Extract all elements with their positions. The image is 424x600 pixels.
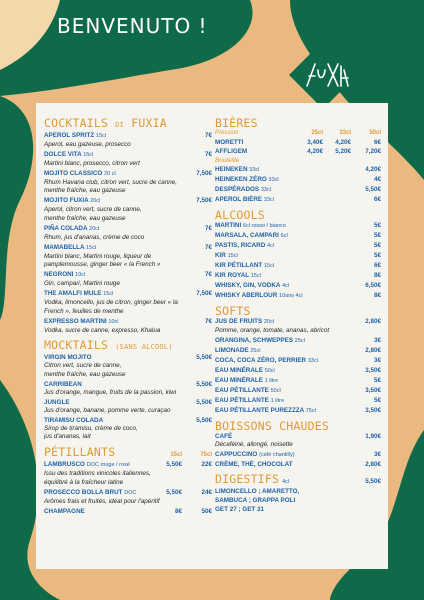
item-name: EAU PÉTILLANTE 1 litre: [215, 396, 285, 404]
item-volume: 1 litre: [270, 397, 285, 404]
section-title-softs: SOFTS: [215, 304, 251, 318]
menu-item: [215, 450, 381, 460]
digestifs-volume: 4cl: [282, 478, 290, 485]
item-price: 5€: [373, 242, 381, 249]
item-price: 3€: [373, 336, 381, 344]
menu-item: [44, 488, 212, 498]
item-name: CAPPUCCINO (café chantilly): [215, 450, 295, 458]
menu-item: [215, 366, 381, 376]
item-price: 8€: [373, 272, 381, 279]
item-volume: 1 litre: [264, 377, 279, 384]
item-volume: 25cl: [250, 347, 261, 354]
item-description: Gin, campari, Martini rouge: [44, 280, 120, 288]
menu-item: [215, 432, 381, 441]
item-volume: 4cl: [267, 243, 275, 249]
item-description: Aperol, eau gazeuse, prosecco: [44, 141, 131, 148]
item-volume: 33cl: [249, 167, 260, 173]
item-name: KIR PÉTILLANT 15cl: [215, 262, 275, 269]
item-volume: 50cl: [270, 387, 281, 394]
item-price: 3€: [373, 356, 381, 364]
item-price: 7€: [204, 132, 212, 139]
item-name: EAU PÉTILLANTE PUREZZZA 75cl: [215, 406, 316, 414]
item-name: NEGRONI 10cl: [44, 271, 86, 279]
right-column: [215, 117, 381, 514]
item-price: 6,50€: [365, 282, 381, 289]
item-name: APEROL SPRITZ 15cl: [44, 132, 107, 139]
item-name: MOJITO FUXIA 20cl: [44, 197, 101, 205]
item-volume: 50cl: [264, 367, 275, 374]
item-name: EAU MINÉRALE 1 litre: [215, 376, 279, 384]
item-price: 2,80€: [365, 460, 381, 468]
menu-item: [44, 289, 212, 299]
item-price-15cl: 5,50€: [166, 488, 182, 496]
item-volume: 33cl: [268, 177, 279, 183]
item-name: JUNGLE: [44, 398, 70, 406]
item-price: 5,50€: [196, 354, 212, 362]
page-greeting: BENVENUTO !: [57, 14, 208, 38]
beer-col-25cl: 25cl: [311, 130, 323, 136]
item-volume: 10ans 4cl: [279, 293, 303, 299]
menu-item: [44, 150, 212, 160]
digestifs-header: [215, 473, 381, 487]
item-name: CRÈME, THÉ, CHOCOLAT: [215, 460, 293, 468]
item-name: EAU MINÉRALE 50cl: [215, 366, 275, 374]
menu-item: [44, 460, 212, 470]
pression-header: [215, 129, 381, 138]
item-volume: 15cl: [250, 273, 261, 279]
menu-item: [44, 270, 212, 280]
item-description: menthe fraîche, eau gazeuse: [44, 371, 126, 379]
item-volume: 6cl: [280, 233, 288, 239]
menu-item: [44, 131, 212, 141]
item-description: Vodka, sucre de canne, expresso, Khalua: [44, 326, 161, 334]
menu-item: [215, 291, 381, 301]
menu-item: [215, 271, 381, 281]
digestif-line: [215, 496, 381, 505]
item-description: Pomme, orange, tomate, ananas, abricot: [215, 327, 330, 334]
menu-item: [44, 169, 212, 179]
item-price: 5€: [373, 232, 381, 239]
item-price: 5,50€: [196, 380, 212, 388]
item-description: jus d'ananas, lait: [44, 433, 91, 441]
menu-item: [215, 195, 381, 205]
item-name: TIRAMISU COLADA: [44, 416, 104, 424]
menu-item: [215, 185, 381, 195]
item-price: 3,50€: [365, 366, 381, 374]
menu-item: [215, 336, 381, 346]
mocktails-list: [44, 353, 212, 442]
item-name: AFFLIGEM: [215, 148, 248, 155]
menu-item: [215, 386, 381, 396]
menu-item: [44, 507, 212, 516]
item-price: 5,50€: [196, 398, 212, 406]
item-description: Citron vert, sucre de canne,: [44, 362, 122, 370]
item-description: Sirop de tiramisu, crème de coco,: [44, 424, 138, 432]
item-volume: DOC rouge / rosé: [86, 462, 130, 469]
item-description: Rhum, jus d'ananas, crème de coco: [44, 233, 145, 241]
pression-list: [215, 138, 381, 156]
petillants-col-15cl: 15cl: [170, 452, 182, 459]
item-name: MOJITO CLASSICO 20 cl: [44, 169, 116, 177]
item-price-15cl: 8€: [174, 507, 182, 515]
item-volume: 15cl: [227, 253, 238, 259]
item-description: Aperol, citron vert, sucre de canne,: [44, 206, 142, 214]
item-price: 7€: [204, 224, 212, 232]
item-volume: 75cl: [305, 407, 316, 414]
item-volume: 20cl: [89, 225, 100, 232]
item-price: 7€: [204, 317, 212, 325]
item-description: Décaféiné, allongé, noisette: [215, 440, 293, 448]
bouteille-label: Bouteille: [215, 157, 240, 164]
item-volume: 6cl rosso / bianco: [242, 223, 286, 229]
item-volume: 33cl: [260, 187, 271, 193]
section-title-alcools: ALCOOLS: [215, 208, 265, 222]
menu-item: [215, 251, 381, 261]
digestif-line: [215, 487, 381, 496]
item-description: Jus d'orange, banane, pomme verte, curaçao: [44, 406, 171, 414]
item-name: HEINEKEN ZÉRO 33cl: [215, 176, 279, 183]
menu-item: [215, 221, 381, 231]
menu-item: [215, 396, 381, 406]
item-price-75cl: 22€: [201, 461, 212, 469]
menu-item: [215, 346, 381, 356]
menu-item: [215, 406, 381, 416]
item-description: Jus d'orange, mangue, fruits de la passion, kiwi: [44, 388, 177, 396]
item-price-15cl: 5,50€: [166, 461, 182, 469]
item-description: French », feuilles de menthe: [44, 307, 124, 315]
item-volume: 20cl: [90, 198, 101, 205]
item-name: HEINEKEN 33cl: [215, 166, 260, 173]
item-price: 3,50€: [365, 386, 381, 394]
item-description: équilibré à la fraîcheur latine: [44, 478, 124, 486]
item-price-75cl: 50€: [201, 507, 212, 515]
item-name: VIRGIN MOJITO: [44, 354, 92, 362]
left-column: [44, 117, 212, 516]
boissons-chaudes-list: [215, 432, 381, 469]
item-volume: (café chantilly): [259, 451, 295, 458]
item-name: COCA, COCA ZÉRO, PERRIER 33cl: [215, 356, 318, 364]
menu-item: [215, 317, 381, 327]
item-price: 4,20€: [307, 148, 323, 155]
alcools-list: [215, 221, 381, 301]
item-volume: 15cl: [86, 244, 97, 251]
menu-item: [44, 196, 212, 206]
item-price: 5€: [373, 252, 381, 259]
item-volume: 15cl: [263, 263, 275, 269]
item-price: 2,80€: [365, 346, 381, 354]
menu-item: [215, 356, 381, 366]
item-price: 5,20€: [335, 148, 351, 155]
section-title-cocktails: COCKTAILS DI FUXIA: [44, 116, 167, 130]
item-price: 6€: [373, 196, 381, 203]
menu-item: [44, 353, 212, 362]
item-volume: 20cl: [263, 319, 275, 325]
item-price: 4,20€: [335, 139, 351, 146]
item-price: 6€: [373, 139, 381, 146]
item-volume: DOC: [124, 489, 137, 496]
item-name: GET 27 ; GET 31: [215, 505, 264, 513]
menu-item: [44, 398, 212, 407]
item-name: MORETTI: [215, 139, 244, 146]
section-title-boissons-chaudes: BOISSONS CHAUDES: [215, 418, 329, 433]
item-volume: 15cl: [83, 151, 94, 158]
item-price: 3,50€: [365, 406, 381, 414]
menu-item: [44, 224, 212, 234]
item-description: Martini blanc, prosecco, citron vert: [44, 159, 140, 167]
digestif-line: [215, 505, 381, 514]
item-price: 5€: [373, 222, 381, 229]
item-description: Rhum Havana club, citron vert, sucre de canne,: [44, 178, 178, 186]
item-price: 6€: [373, 262, 381, 269]
item-name: PIÑA COLADA 20cl: [44, 224, 100, 232]
item-name: LIMONADE 25cl: [215, 346, 261, 354]
item-name: DOLCE VITA 15cl: [44, 150, 94, 158]
item-price: 7,50€: [196, 197, 212, 205]
item-name: LIMONCELLO ; AMARETTO,: [215, 487, 300, 495]
item-name: MARSALA, CAMPARI 6cl: [215, 232, 288, 239]
menu-item: [215, 147, 381, 156]
item-volume: 15cl: [103, 290, 114, 297]
item-volume: 4cl: [281, 283, 289, 289]
item-name: EXPRESSO MARTINI 10cl: [44, 317, 119, 325]
petillants-col-75cl: 75cl: [200, 452, 212, 459]
item-price: 5€: [373, 396, 381, 404]
section-title-mocktails: MOCKTAILS (SANS ALCOOL): [44, 338, 173, 353]
section-title-digestifs: DIGESTIFS: [215, 471, 280, 486]
pression-label: Pression: [215, 130, 239, 136]
item-volume: 33cl: [307, 357, 318, 364]
menu-item: [44, 380, 212, 389]
menu-item: [44, 416, 212, 425]
item-volume: 25cl: [294, 337, 305, 344]
item-description: Issu des traditions vinicoles italiennes,: [44, 470, 151, 478]
item-description: menthe fraîche, eau gazeuse: [44, 187, 126, 195]
item-name: PROSECCO BOLLA BRUT DOC: [44, 488, 137, 496]
menu-item: [215, 241, 381, 251]
item-name: KIR ROYAL 15cl: [215, 272, 261, 279]
menu-item: [215, 231, 381, 241]
menu-item: [215, 281, 381, 291]
cocktails-list: [44, 131, 212, 335]
menu-item: [44, 243, 212, 253]
petillants-list: [44, 460, 212, 515]
item-price: 7,20€: [365, 148, 381, 155]
digestifs-list: [215, 487, 381, 514]
item-name: THE AMALFI MULE 15cl: [44, 289, 114, 297]
menu-item: [44, 317, 212, 327]
item-name: WHISKY ABERLOUR 10ans 4cl: [215, 292, 303, 299]
item-volume: 33cl: [263, 197, 274, 203]
item-price: 5,50€: [196, 416, 212, 424]
menu-item: [215, 138, 381, 147]
section-title-petillants: PÉTILLANTS: [44, 445, 116, 460]
menu-item: [215, 460, 381, 469]
item-description: Martini blanc, Martini rouge, liqueur de: [44, 252, 152, 260]
item-price: 3€: [373, 450, 381, 458]
item-description: Arômes frais et fruités, idéal pour l'apéritif: [44, 497, 160, 505]
item-volume: 20 cl: [104, 170, 116, 177]
item-price: 4,20€: [365, 166, 381, 173]
item-price: 7€: [204, 271, 212, 279]
item-description: menthe fraîche, eau gazeuse: [44, 214, 126, 222]
menu-item: [215, 165, 381, 175]
item-name: SAMBUCA ; GRAPPA POLI: [215, 496, 296, 504]
item-name: APEROL BIÈRE 33cl: [215, 196, 274, 203]
item-volume: 15cl: [96, 133, 107, 139]
item-description: Vodka, limoncello, jus de citron, ginger beer « la: [44, 298, 178, 306]
petillants-header: [44, 446, 212, 460]
item-name: KIR 15cl: [215, 252, 238, 259]
softs-list: [215, 317, 381, 416]
item-price: 1,90€: [365, 432, 381, 440]
item-name: WHISKY, GIN, VODKA 4cl: [215, 282, 289, 289]
item-price: 4€: [373, 176, 381, 183]
item-price: 7,50€: [196, 289, 212, 297]
item-name: MAMABELLA 15cl: [44, 243, 97, 251]
section-title-bieres: BIÈRES: [215, 116, 258, 130]
beer-col-33cl: 33cl: [339, 130, 351, 136]
item-price-75cl: 24€: [201, 488, 212, 496]
item-name: CHAMPAGNE: [44, 507, 85, 515]
menu-item: [215, 261, 381, 271]
item-name: DESPÉRADOS 33cl: [215, 186, 271, 193]
item-price: 7,50€: [196, 169, 212, 177]
bouteille-list: [215, 165, 381, 205]
item-name: EAU PÉTILLANTE 50cl: [215, 386, 281, 394]
item-volume: 10cl: [108, 318, 119, 325]
item-name: CARRIBEAN: [44, 380, 82, 388]
item-price: 5€: [373, 376, 381, 384]
item-volume: 10cl: [75, 272, 86, 279]
beer-col-50cl: 50cl: [369, 130, 381, 136]
item-price: 7€: [204, 150, 212, 158]
item-name: CAFÉ: [215, 432, 233, 440]
item-description: pamplemousse, ginger beer « la French »: [44, 261, 161, 269]
item-name: PASTIS, RICARD 4cl: [215, 242, 275, 249]
item-price: 8€: [373, 292, 381, 299]
item-name: JUS DE FRUITS 20cl: [215, 318, 275, 325]
item-price: 7€: [204, 243, 212, 251]
item-name: LAMBRUSCO DOC rouge / rosé: [44, 461, 130, 469]
digestifs-price: 5,50€: [365, 477, 381, 485]
menu-item: [215, 175, 381, 185]
menu-item: [215, 376, 381, 386]
item-name: MARTINI 6cl rosso / bianco: [215, 222, 286, 229]
item-price: 2,80€: [365, 318, 381, 325]
item-price: 5,50€: [365, 186, 381, 193]
item-price: 3,40€: [307, 139, 323, 146]
item-name: ORANGINA, SCHWEPPES 25cl: [215, 336, 305, 344]
